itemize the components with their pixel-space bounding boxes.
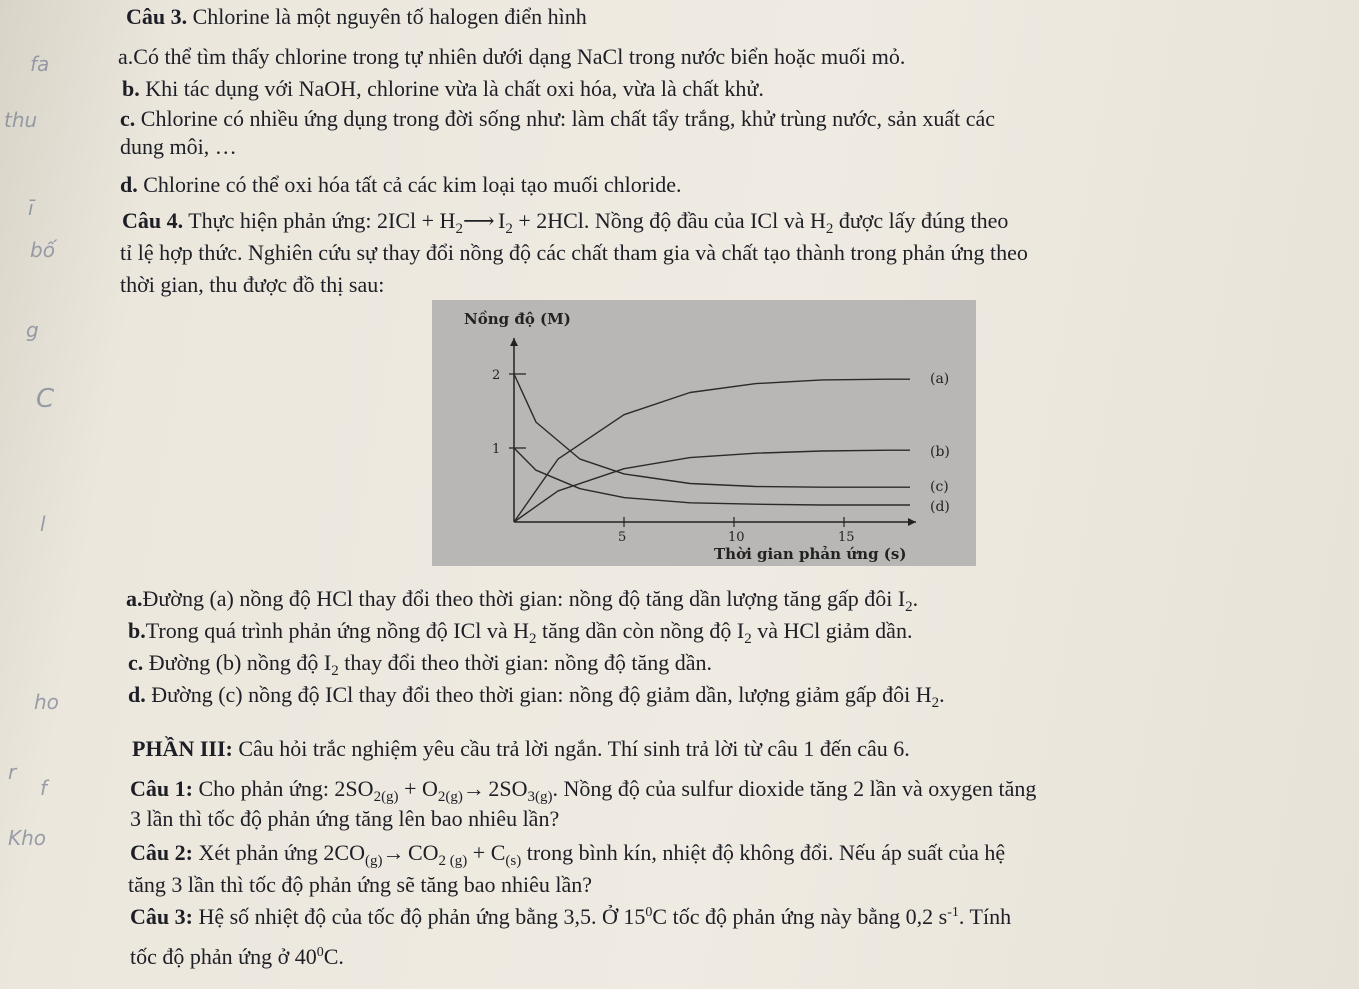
question-3-title: Câu 3. Chlorine là một nguyên tố halogen điển hình <box>126 4 587 29</box>
margin-note: r <box>8 760 17 784</box>
x-tick-label: 15 <box>838 530 855 545</box>
part-3-question-1: Câu 1: Cho phản ứng: $2SO_{2(g)} + O_{2(g)}\to 2SO_{3(g)}$. Nồng độ của sulfur dioxide tăng 2 lần và oxygen tăng <box>130 776 1037 805</box>
question-4-option-a: a.Đường (a) nồng độ HCl thay đổi theo thời gian: nồng độ tăng dần lượng tăng gấp đôi $I_2$. <box>126 586 919 615</box>
margin-note: C <box>36 384 55 414</box>
margin-note: Kho <box>8 826 47 850</box>
part-3-question-1-cont: 3 lần thì tốc độ phản ứng tăng lên bao nhiêu lần? <box>130 806 560 831</box>
margin-note: ī <box>28 196 34 220</box>
question-3-option-b: b. Khi tác dụng với NaOH, chlorine vừa là chất oxi hóa, vừa là chất khử. <box>122 76 764 101</box>
margin-note: fa <box>30 52 50 76</box>
margin-note: g <box>26 318 39 342</box>
question-3-option-a: a.Có thể tìm thấy chlorine trong tự nhiên dưới dạng NaCl trong nước biển hoặc muối mỏ. <box>118 44 906 69</box>
part-3-question-2-cont: tăng 3 lần thì tốc độ phản ứng sẽ tăng bao nhiêu lần? <box>128 872 593 897</box>
reaction-arrow-icon: ⟶ <box>462 208 493 233</box>
chart-xlabel: Thời gian phản ứng (s) <box>714 545 907 563</box>
series-label: (d) <box>930 498 950 515</box>
question-4-intro: Câu 4. Thực hiện phản ứng: $2ICl + H_2⟶$ $I_2 + 2HCl$. Nồng độ đầu của ICl và $H_2$ được lấy đúng theo <box>122 208 1009 237</box>
part-3-question-2: Câu 2: Xét phản ứng $2CO_{(g)}\to CO_{2 (g)} + C_{(s)}$ trong bình kín, nhiệt độ không đổi. Nếu áp suất của hệ <box>130 840 1006 869</box>
series-label: (b) <box>930 444 950 461</box>
x-tick-label: 10 <box>728 530 745 545</box>
margin-note: ho <box>34 690 59 714</box>
x-tick-label: 5 <box>618 530 627 545</box>
part-3-heading: PHẦN III: Câu hỏi trắc nghiệm yêu cầu trả lời ngắn. Thí sinh trả lời từ câu 1 đến câu 6. <box>132 736 910 761</box>
concentration-chart <box>432 300 976 566</box>
margin-note: thu <box>4 108 38 132</box>
part-3-question-3-cont: tốc độ phản ứng ở $40^0C$. <box>130 944 344 969</box>
chart-axes <box>492 338 916 545</box>
margin-note: bố <box>30 238 55 262</box>
margin-note: f <box>40 776 48 800</box>
question-4-option-c: c. Đường (b) nồng độ $I_2$ thay đổi theo thời gian: nồng độ tăng dần. <box>128 650 713 679</box>
question-3-option-d: d. Chlorine có thể oxi hóa tất cả các kim loại tạo muối chloride. <box>120 172 682 197</box>
x-axis-arrow-icon <box>908 518 916 526</box>
part-3-question-3: Câu 3: Hệ số nhiệt độ của tốc độ phản ứng bằng 3,5. Ở $15^0C$ tốc độ phản ứng này bằng 0,2 $s^{-1}$. Tính <box>130 904 1012 929</box>
chart-series <box>514 371 950 522</box>
y-tick-label: 2 <box>492 368 501 383</box>
margin-note: l <box>40 512 46 536</box>
question-4-option-d: d. Đường (c) nồng độ ICl thay đổi theo thời gian: nồng độ giảm dần, lượng giảm gấp đôi $H_2$. <box>128 682 945 711</box>
y-axis-arrow-icon <box>510 338 518 346</box>
y-tick-label: 1 <box>492 442 501 457</box>
reaction-arrow-icon: → <box>462 776 483 801</box>
question-3-option-c: c. Chlorine có nhiều ứng dụng trong đời sống như: làm chất tẩy trắng, khử trùng nước, sản xuất các <box>120 106 995 131</box>
concentration-chart-svg <box>432 300 976 566</box>
series-line-2 <box>514 374 910 487</box>
series-label: (c) <box>930 479 949 496</box>
question-4-intro-line2: tỉ lệ hợp thức. Nghiên cứu sự thay đổi nồng độ các chất tham gia và chất tạo thành trong phản ứng theo <box>120 240 1028 265</box>
series-label: (a) <box>930 371 950 388</box>
question-4-intro-line3: thời gian, thu được đồ thị sau: <box>120 272 385 297</box>
question-3-option-c-cont: dung môi, … <box>120 134 237 159</box>
question-4-option-b: b.Trong quá trình phản ứng nồng độ ICl và $H_2$ tăng dần còn nồng độ $I_2$ và HCl giảm dần. <box>128 618 913 647</box>
reaction-arrow-icon: → <box>382 840 403 865</box>
chart-ylabel: Nồng độ (M) <box>464 310 571 328</box>
